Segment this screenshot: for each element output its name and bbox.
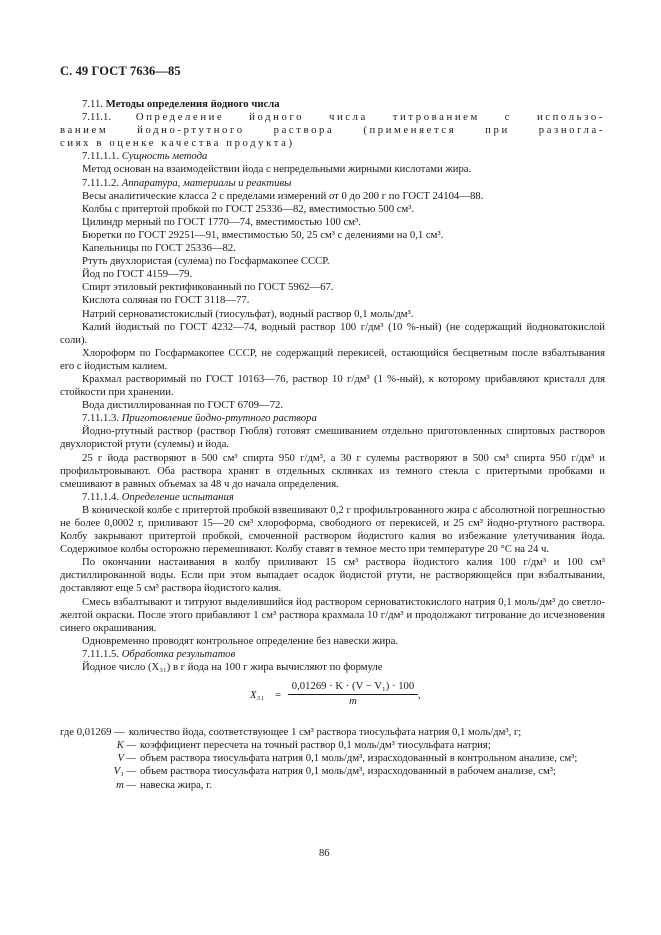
apparatus-title: Аппаратура, материалы и реактивы (121, 176, 292, 189)
formula-fraction (288, 680, 418, 708)
apparatus-list (60, 190, 605, 413)
definition-text: объем раствора тиосульфата натрия 0,1 моль/дм³, израсходованный в контрольном анализе, см³; (140, 752, 578, 765)
definition-text: коэффициент пересчета на точный раствор 0,1 моль/дм³ тиосульфата натрия; (140, 739, 491, 752)
apparatus-item: Ртуть двухлористая (сулема) по Госфармакопее СССР. (82, 255, 330, 268)
definition-row (60, 779, 605, 792)
preparation-heading (60, 412, 605, 425)
apparatus-item: Весы аналитические класса 2 с пределами измерений от 0 до 200 г по ГОСТ 24104—88. (82, 189, 484, 202)
page-number: 86 (319, 848, 330, 859)
essence-text: Метод основан на взаимодействии йода с непредельными жирными кислотами жира. (82, 163, 472, 176)
apparatus-item: Кислота соляная по ГОСТ 3118—77. (82, 294, 250, 307)
definition-symbol: K — (116, 739, 136, 752)
document-body (60, 98, 605, 792)
test-paragraph: Смесь взбалтывают и титруют выделившийся йод раствором серноватистокислого натрия 0,1 моль/дм³ до светло-желтой окраски. После этого прибавляют 1 см³ раствора крахмала 10 г/дм³ и продолжают титрование до исчезновения синего окрашивания. (60, 595, 605, 634)
apparatus-number: 7.11.1.2. (82, 176, 120, 189)
preparation-paragraph: Йодно-ртутный раствор (раствор Гюбля) готовят смешиванием отдельно приготовленных спиртовых растворов двухлористой ртути (сулемы) и йода. (60, 425, 605, 451)
definition-text: навеска жира, г. (140, 778, 213, 791)
apparatus-heading (60, 177, 605, 190)
results-title: Обработка результатов (121, 647, 236, 660)
test-paragraph: Одновременно проводят контрольное определение без навески жира. (82, 634, 398, 647)
subsection-heading-line1 (60, 111, 605, 124)
test-paragraph: В конической колбе с притертой пробкой взвешивают 0,2 г профильтрованного жира с абсолютной погрешностью не более 0,0002 г, приливают 15—20 см³ хлороформа, свободного от перекисей, и 25 см³ йодно-ртутного раствора. Колбу закрывают притертой пробкой, смоченной раствором йодистого калия во избежание улетучивания йода. Содержимое колбы осторожно перемешивают. Колбу ставят в темное место при температуре 20 °С на 24 ч. (60, 503, 605, 556)
apparatus-item: Капельницы по ГОСТ 25336—82. (82, 242, 236, 255)
definition-text: объем раствора тиосульфата натрия 0,1 моль/дм³, израсходованный в рабочем анализе, см³; (140, 765, 556, 778)
apparatus-item: Крахмал растворимый по ГОСТ 10163—76, раствор 10 г/дм³ (1 %-ный), к которому прибавляют кристалл для стойкости при хранении. (60, 372, 605, 399)
formula-denominator: m (349, 695, 357, 708)
apparatus-item: Цилиндр мерный по ГОСТ 1770—74, вместимостью 100 см³. (82, 215, 361, 228)
definition-symbol: V — (117, 752, 136, 765)
preparation-paragraph: 25 г йода растворяют в 500 см³ спирта 950 г/дм³, а 30 г сулемы растворяют в 500 см³ спирта 950 г/дм³ и профильтровывают. Оба раствора хранят в отдельных склянках из темного стекла с притертыми пробками и смешивают в равных объемах за 48 ч до начала определения. (60, 451, 605, 490)
section-number: 7.11. (82, 98, 103, 110)
formula-numerator: 0,01269 · K · (V − V₁) · 100 (288, 680, 418, 695)
essence-title: Сущность метода (121, 150, 208, 163)
results-number: 7.11.1.5. (82, 647, 120, 660)
formula-lhs: X₃₁ (250, 689, 264, 702)
apparatus-item: Калий йодистый по ГОСТ 4232—74, водный раствор 100 г/дм³ (10 %-ный) (не содержащий йодноватокислой соли). (60, 320, 605, 346)
definition-row (60, 752, 605, 765)
apparatus-item: Йод по ГОСТ 4159—79. (82, 268, 193, 281)
definition-row (60, 726, 605, 739)
apparatus-item: Вода дистиллированная по ГОСТ 6709—72. (82, 399, 284, 412)
apparatus-item: Колбы с притертой пробкой по ГОСТ 25336—82, вместимостью 500 см³. (82, 202, 415, 215)
test-title: Определение испытания (121, 490, 234, 503)
definition-text: количество йода, соответствующее 1 см³ раствора тиосульфата натрия 0,1 моль/дм³, г; (128, 726, 522, 739)
formula-equals: = (275, 689, 282, 702)
test-number: 7.11.1.4. (82, 490, 120, 503)
preparation-number: 7.11.1.3. (82, 412, 120, 425)
subsection-title-line2: ванием йодно-ртутного раствора (применяется при разногла- (60, 124, 605, 137)
apparatus-item: Спирт этиловый ректификованный по ГОСТ 5962—67. (82, 281, 334, 294)
preparation-title: Приготовление йодно-ртутного раствора (121, 412, 317, 425)
section-heading (60, 98, 605, 111)
apparatus-item: Хлороформ по Госфармакопее СССР, не содержащий перекисей, остающийся бесцветным после взбалтывания его с йодистым калием. (60, 346, 605, 372)
subsection-title-line3: сиях в оценке качества продукта) (60, 137, 295, 150)
essence-number: 7.11.1.1. (82, 150, 120, 163)
test-heading (60, 491, 605, 504)
essence-heading (60, 150, 605, 163)
definition-row (60, 739, 605, 752)
test-paragraph: По окончании настаивания в колбу приливают 15 см³ раствора йодистого калия 100 г/дм³ и 100 см³ дистиллированной воды. Если при этом выпадает осадок йодистой ртути, не растворяющейся при взбалтывании, доставляют еще 5 см³ раствора йодистого калия. (60, 556, 605, 595)
formula-comma: , (418, 689, 421, 702)
definition-row (60, 765, 605, 778)
apparatus-item: Бюретки по ГОСТ 29251—91, вместимостью 50, 25 см³ с делениями на 0,1 см³. (82, 228, 444, 241)
results-heading (60, 648, 605, 661)
definitions-list (60, 726, 605, 791)
subsection-title-line1: Определение йодного числа титрованием с использо- (135, 111, 605, 124)
definition-symbol: m — (116, 778, 136, 791)
definition-symbol: V₁ — (113, 765, 136, 778)
page-header: С. 49 ГОСТ 7636—85 (60, 64, 181, 78)
iodine-number-formula (60, 674, 605, 718)
results-intro: Йодное число (X₃₁) в г йода на 100 г жира вычисляют по формуле (82, 661, 383, 674)
apparatus-item: Натрий серноватистокислый (тиосульфат), водный раствор 0,1 моль/дм³. (82, 307, 414, 320)
section-title: Методы определения йодного числа (105, 98, 280, 110)
definition-symbol: где 0,01269 — (60, 726, 125, 739)
subsection-number: 7.11.1. (82, 111, 111, 124)
